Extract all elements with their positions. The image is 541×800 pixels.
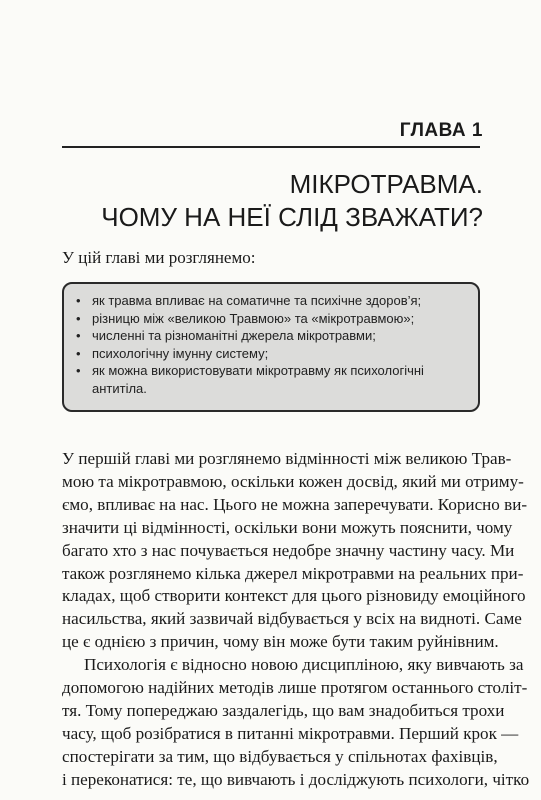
- chapter-label: ГЛАВА 1: [399, 120, 483, 141]
- chapter-rule: [62, 146, 480, 148]
- bullet-icon: •: [76, 345, 81, 361]
- bullet-icon: •: [76, 328, 81, 343]
- body-line: багато хто з нас почувається недобре значну частину часу. Ми: [62, 540, 515, 560]
- body-line: часу, щоб розібратися в питанні мікротравми. Перший крок —: [62, 723, 519, 743]
- body-line: насильства, який зазвичай відбувається у всіх на видноті. Саме: [62, 609, 522, 629]
- summary-item: • як можна використовувати мікротравму як психологічні: [76, 363, 424, 378]
- body-line: У першій главі ми розглянемо відмінності між великою Трав-: [62, 449, 512, 468]
- summary-list: [74, 292, 464, 397]
- summary-item: • психологічну імунну систему;: [76, 345, 269, 361]
- body-line: це є однією з причин, чому він може бути таким руйнівним.: [62, 632, 499, 652]
- body-line: і переконатися: те, що вивчають і досліджують психологи, чітко: [62, 769, 530, 789]
- body-line: значити ці відмінності, оскільки вони можуть пояснити, чому: [62, 517, 513, 537]
- body-line: спостерігати за тим, що відбувається у спільнотах фахівців,: [62, 746, 498, 766]
- chapter-summary-box: [62, 282, 480, 412]
- chapter-title: [101, 168, 483, 234]
- body-line: ємо, впливає на нас. Цього не можна заперечувати. Корисно ви-: [62, 494, 528, 514]
- summary-item-continuation: антитіла.: [92, 380, 147, 396]
- body-line: допомогою надійних методів лише протягом останнього століт-: [62, 678, 528, 698]
- body-text: [62, 448, 530, 792]
- summary-item: • різницю між «великою Травмою» та «мікротравмою»;: [76, 310, 415, 326]
- body-line: Психологія є відносно новою дисципліною, яку вивчають за: [84, 655, 524, 675]
- body-line: також розглянемо кілька джерел мікротравми на реальних при-: [62, 563, 524, 583]
- body-line: тя. Тому попереджаю заздалегідь, що вам знадобиться трохи: [62, 700, 505, 720]
- summary-item: • численні та різноманітні джерела мікротравми;: [76, 328, 376, 343]
- intro-text: У цій главі ми розглянемо:: [62, 248, 256, 267]
- body-line: мою та мікротравмою, оскільки кожен досвід, який ми отриму-: [62, 471, 524, 491]
- bullet-icon: •: [76, 363, 81, 378]
- body-line: кладах, щоб створити контекст для цього різновиду емоційного: [62, 586, 526, 606]
- chapter-title-line-2: ЧОМУ НА НЕЇ СЛІД ЗВАЖАТИ?: [101, 202, 483, 232]
- summary-item: • як травма впливає на соматичне та психічне здоров’я;: [76, 293, 422, 308]
- bullet-icon: •: [76, 310, 81, 326]
- chapter-title-line-1: МІКРОТРАВМА.: [289, 169, 483, 199]
- bullet-icon: •: [76, 293, 81, 308]
